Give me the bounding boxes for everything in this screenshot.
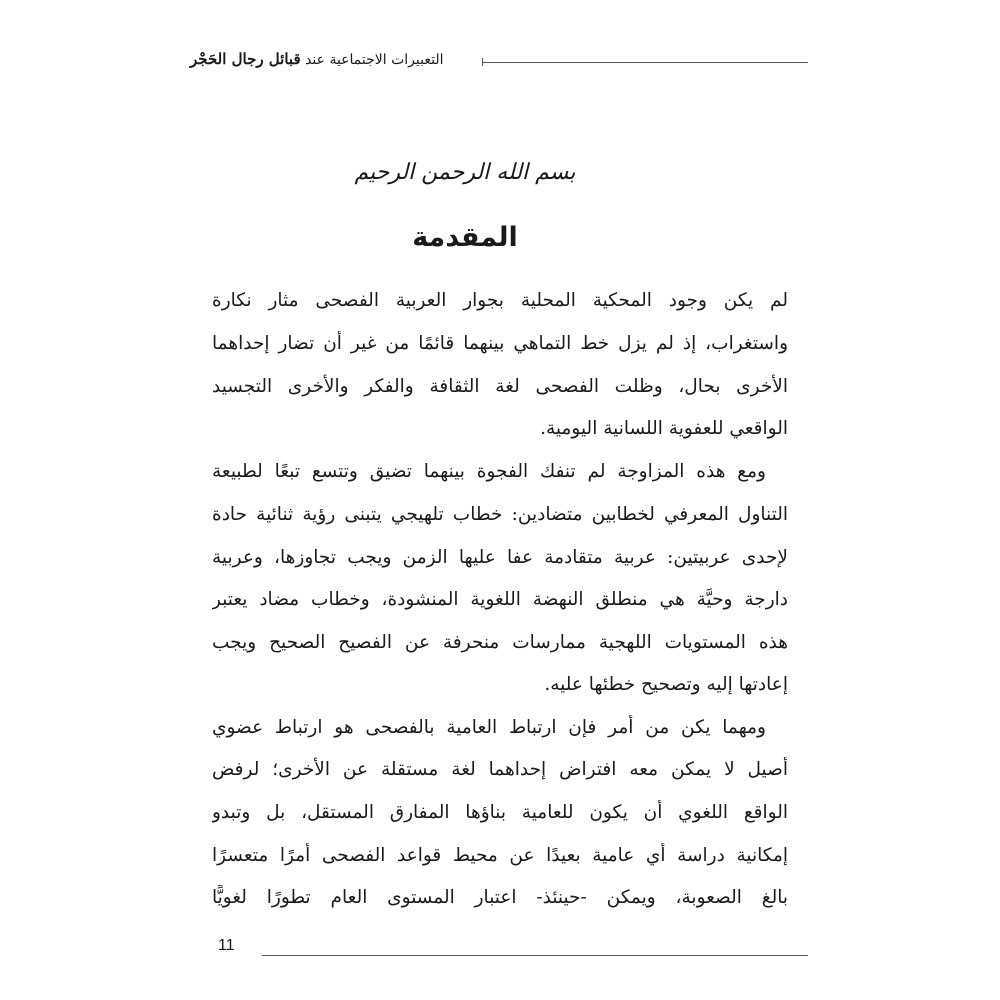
basmala: بسم الله الرحمن الرحيم	[354, 160, 576, 185]
text-line: بالغ الصعوبة، ويمكن -حينئذ- اعتبار المستوى العام تطورًا لغويًّا	[212, 887, 788, 908]
text-line: الواقع اللغوي أن يكون للعامية بناؤها المفارق المستقل، بل وتبدو	[212, 802, 788, 823]
text-line: إعادتها إليه وتصحيح خطئها عليه.	[544, 674, 788, 695]
running-header	[190, 50, 478, 68]
text-line: هذه المستويات اللهجية ممارسات منحرفة عن الفصيح الصحيح ويجب	[212, 632, 788, 653]
header-rule-tick	[482, 58, 483, 66]
header-rule	[482, 62, 808, 63]
text-line: واستغراب، إذ لم يزل خط التماهي بينهما قائمًا من غير أن تضار إحداهما	[212, 333, 788, 354]
header-title-bold: قبائل رجال الحَجْر	[190, 50, 301, 68]
text-line: التناول المعرفي لخطابين متضادين: خطاب تلهيجي يتبنى رؤية ثنائية حادة	[212, 504, 788, 525]
text-line: أصيل لا يمكن معه افتراض إحداهما لغة مستقلة عن الأخرى؛ لرفض	[212, 759, 788, 780]
text-line: ومع هذه المزاوجة لم تنفك الفجوة بينهما تضيق وتتسع تبعًا لطبيعة	[212, 461, 766, 482]
text-line: ومهما يكن من أمر فإن ارتباط العامية بالفصحى هو ارتباط عضوي	[212, 717, 766, 738]
text-line: الواقعي للعفوية اللسانية اليومية.	[540, 418, 788, 439]
footer-rule	[262, 955, 808, 956]
chapter-heading: المقدمة	[412, 222, 518, 253]
text-line: لم يكن وجود المحكية المحلية بجوار العربية الفصحى مثار نكارة	[212, 290, 788, 311]
page-number: 11	[218, 937, 235, 954]
header-title-regular: التعبيرات الاجتماعية عند	[305, 52, 444, 68]
text-line: لإحدى عربيتين: عربية متقادمة عفا عليها الزمن ويجب تجاوزها، وعربية	[212, 547, 788, 568]
text-line: إمكانية دراسة أي عامية بعيدًا عن محيط قواعد الفصحى أمرًا متعسرًا	[212, 845, 788, 866]
text-line: دارجة وحيَّة هي منطلق النهضة اللغوية المنشودة، وخطاب مضاد يعتبر	[212, 589, 788, 610]
text-line: الأخرى بحال، وظلت الفصحى لغة الثقافة والفكر والأخرى التجسيد	[212, 376, 788, 397]
